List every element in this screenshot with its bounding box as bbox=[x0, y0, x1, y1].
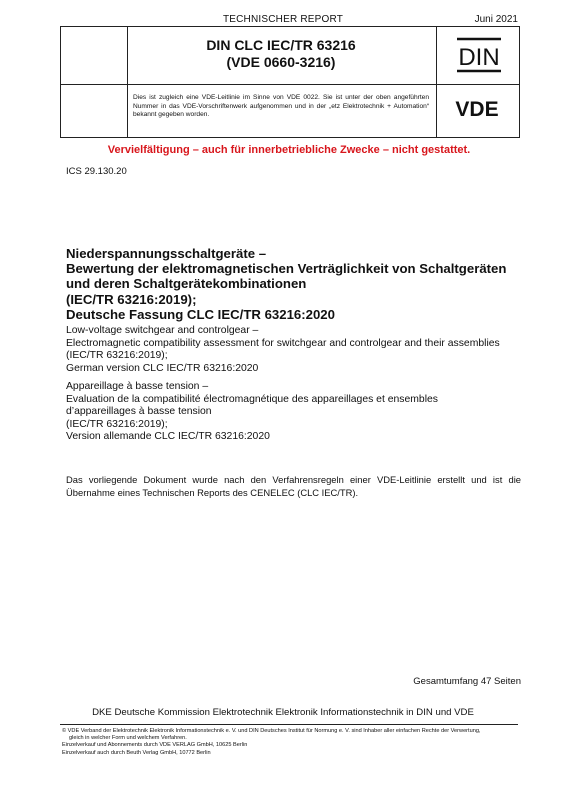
title-line: (IEC/TR 63216:2019); bbox=[66, 418, 168, 430]
document-number-line: DIN CLC IEC/TR 63216 bbox=[206, 37, 356, 53]
title-box bbox=[60, 26, 520, 138]
divider bbox=[436, 27, 437, 137]
reproduction-warning: Vervielfältigung – auch für innerbetriebliche Zwecke – nicht gestattet. bbox=[107, 144, 471, 156]
german-title bbox=[66, 246, 521, 322]
title-line: Niederspannungsschaltgeräte – bbox=[66, 246, 267, 261]
title-line: (IEC/TR 63216:2019); bbox=[66, 291, 197, 307]
copyright-line: Einzelverkauf und Abonnements durch VDE VERLAG GmbH, 10625 Berlin bbox=[62, 742, 248, 749]
copyright-line: © VDE Verband der Elektrotechnik Elektronik Informationstechnik e. V. und DIN Deutsches Institut für Normung e. V. sind Inhaber aller einfachen Rechte der Verwertung, bbox=[62, 728, 481, 734]
vde-statement: Dies ist zugleich eine VDE-Leitlinie im Sinne von VDE 0022. Sie ist unter der oben angeführten Nummer in das VDE-Vorschriftenwerk aufgenommen und in der „etz Elektrotechnik + Automation“ bekannt gegeben worden. bbox=[133, 94, 429, 119]
copyright-notice bbox=[62, 728, 522, 757]
title-line: Evaluation de la compatibilité électromagnétique des appareillages et ensembles bbox=[66, 393, 438, 405]
din-logo-text: DIN bbox=[458, 44, 500, 71]
committee-name: DKE Deutsche Kommission Elektrotechnik Elektronik Informationstechnik in DIN und VDE bbox=[92, 707, 474, 718]
publication-date: Juni 2021 bbox=[474, 14, 518, 25]
english-title bbox=[66, 325, 526, 375]
copyright-line: Einzelverkauf auch durch Beuth Verlag GmbH, 10772 Berlin bbox=[62, 749, 211, 756]
document-number bbox=[127, 37, 435, 71]
footer-divider bbox=[60, 724, 518, 725]
ics-code: ICS 29.130.20 bbox=[66, 166, 127, 177]
report-type: TECHNISCHER REPORT bbox=[222, 14, 344, 25]
title-line: Bewertung der elektromagnetischen Verträglichkeit von Schaltgeräten bbox=[66, 261, 507, 277]
total-pages: Gesamtumfang 47 Seiten bbox=[413, 676, 521, 687]
title-line: Appareillage à basse tension – bbox=[66, 381, 209, 392]
title-line: d’appareillages à basse tension bbox=[66, 406, 212, 418]
title-line: Low-voltage switchgear and controlgear – bbox=[66, 325, 259, 336]
procedure-note: Das vorliegende Dokument wurde nach den Verfahrensregeln einer VDE-Leitlinie erstellt und ist die Übernahme eines Technischen Reports des CENELEC (CLC IEC/TR). bbox=[66, 474, 521, 498]
din-logo bbox=[449, 35, 509, 75]
title-line: und deren Schaltgerätekombinationen bbox=[66, 276, 307, 292]
title-line: Version allemande CLC IEC/TR 63216:2020 bbox=[66, 431, 270, 443]
title-line: Electromagnetic compatibility assessment for switchgear and controlgear and their assemblies bbox=[66, 337, 500, 349]
title-line: German version CLC IEC/TR 63216:2020 bbox=[66, 362, 259, 374]
vde-logo bbox=[445, 95, 509, 121]
copyright-line: gleich in welcher Form und welchem Verfahren. bbox=[69, 735, 187, 742]
divider bbox=[61, 84, 519, 85]
vde-logo-text: VDE bbox=[455, 98, 499, 121]
french-title bbox=[66, 381, 526, 444]
title-line: Deutsche Fassung CLC IEC/TR 63216:2020 bbox=[66, 306, 335, 322]
title-line: (IEC/TR 63216:2019); bbox=[66, 350, 168, 362]
vde-number-line: (VDE 0660-3216) bbox=[226, 54, 336, 70]
